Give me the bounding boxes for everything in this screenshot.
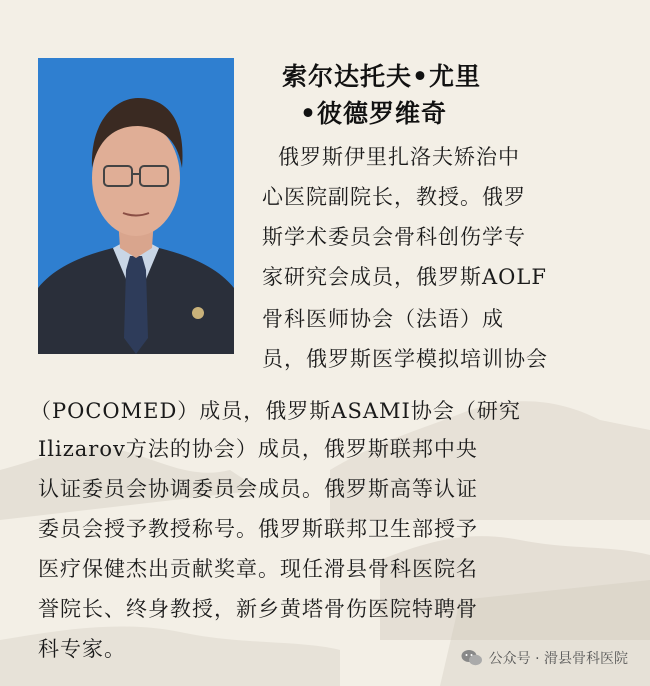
bio-line: 誉院长、终身教授，新乡黄塔骨伤医院特聘骨	[38, 597, 478, 621]
wechat-account-watermark[interactable]	[461, 648, 628, 668]
person-name-line2: •彼德罗维奇	[300, 99, 447, 128]
person-name-line1: 索尔达托夫•尤里	[282, 62, 481, 91]
bio-line: Ilizarov方法的协会）成员，俄罗斯联邦中央	[38, 437, 478, 461]
bio-line: 心医院副院长，教授。俄罗	[262, 185, 526, 209]
bio-line: 俄罗斯伊里扎洛夫矫治中	[278, 145, 520, 169]
bio-line: （POCOMED）成员，俄罗斯ASAMI协会（研究	[30, 399, 521, 423]
bio-line: 医疗保健杰出贡献奖章。现任滑县骨科医院名	[38, 557, 478, 581]
footer-text: 公众号 · 滑县骨科医院	[488, 651, 628, 667]
bio-line: 斯学术委员会骨科创伤学专	[262, 225, 526, 249]
wechat-icon	[461, 649, 483, 667]
bio-line: 员，俄罗斯医学模拟培训协会	[262, 347, 548, 371]
bio-line: 委员会授予教授称号。俄罗斯联邦卫生部授予	[38, 517, 478, 541]
bio-line: 骨科医师协会（法语）成	[262, 307, 504, 331]
bio-line: 认证委员会协调委员会成员。俄罗斯高等认证	[38, 477, 478, 501]
bio-line: 科专家。	[38, 637, 126, 661]
portrait-photo	[38, 58, 234, 354]
portrait-illustration	[38, 58, 234, 354]
bio-line: 家研究会成员，俄罗斯AOLF	[262, 265, 547, 289]
